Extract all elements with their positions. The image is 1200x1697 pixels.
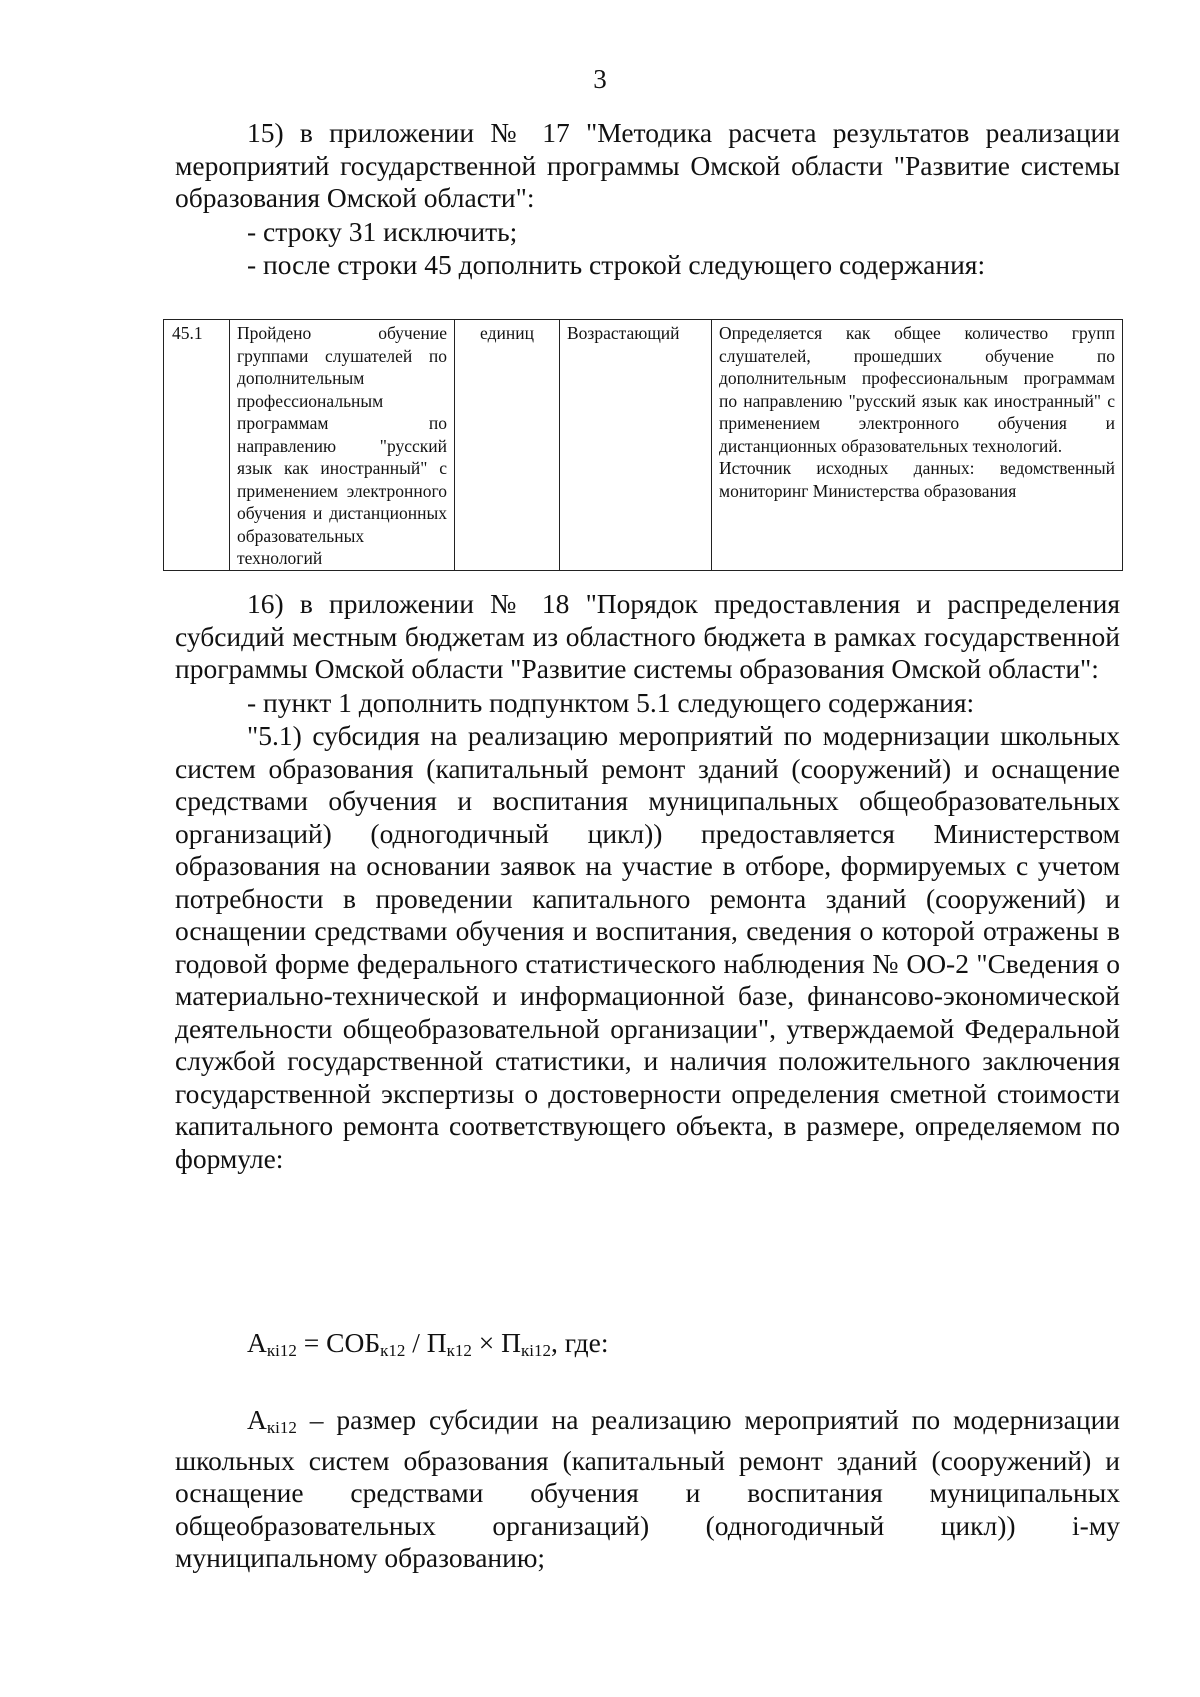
formula-times: × П [471,1327,522,1358]
formula-eq: = СОБ [296,1327,381,1358]
row-number-cell: 45.1 [164,320,230,571]
formula-a-sub: кi12 [266,1341,297,1360]
formula-pi-sub: кi12 [521,1341,552,1360]
row-source-text: Источник исходных данных: ведомственный мониторинг Министерства образования [719,458,1115,501]
item-16 [175,588,1120,1175]
formula-div: / П [405,1327,447,1358]
row-description-text: Определяется как общее количество групп слушателей, прошедших обучение по дополнительным профессиональным программам по направлению "русский язык как иностранный" с применением электронного обучения и дистанционных образовательных технологий. [719,323,1115,456]
inserted-row-table [163,319,1123,571]
page-number: 3 [593,64,607,94]
subsidy-formula [247,1327,609,1367]
item-15-bullet-1: - строку 31 исключить; [247,215,518,247]
item-15-intro: 15) в приложении № 17 "Методика расчета результатов реализации мероприятий государственной программы Омской области "Развитие системы образования Омской области": [175,117,1120,213]
definition-text: – размер субсидии на реализацию мероприятий по модернизации школьных систем образования (капитальный ремонт зданий (сооружений) и оснащение средствами обучения и воспитания муниципальных общеобразовательных организаций) (одногодичный цикл)) i-му муниципальному образованию; [175,1404,1120,1573]
formula-tail: , где: [551,1327,609,1358]
row-unit-cell: единиц [455,320,560,571]
definition-paragraph [175,1404,1120,1575]
item-15-bullet-2: - после строки 45 дополнить строкой следующего содержания: [247,249,986,280]
definition-symbol: А [247,1404,267,1435]
item-16-bullet-1: - пункт 1 дополнить подпунктом 5.1 следующего содержания: [247,686,975,718]
row-description-cell [712,320,1123,571]
formula-a: А [247,1327,267,1358]
item-16-intro: 16) в приложении № 18 "Порядок предоставления и распределения субсидий местным бюджетам из областного бюджета в рамках государственной программы Омской области "Развитие системы образования Омской области": [175,588,1120,684]
definition-block [175,1404,1120,1575]
table-row [164,320,1123,571]
row-trend-cell: Возрастающий [560,320,712,571]
item-15 [175,117,1120,282]
definition-symbol-sub: кi12 [266,1418,297,1437]
item-16-subpoint: "5.1) субсидия на реализацию мероприятий по модернизации школьных систем образования (капитальный ремонт зданий (сооружений) и оснащение средствами обучения и воспитания муниципальных общеобразовательных организаций) (одногодичный цикл)) предоставляется Министерством образования на основании заявок на участие в отборе, формируемых с учетом потребности в проведении капитального ремонта зданий (сооружений) и оснащении средствами обучения и воспитания, сведения о которой отражены в годовой форме федерального статистического наблюдения № ОО-2 "Сведения о материально-технической и информационной базе, финансово-экономической деятельности общеобразовательной организации", утверждаемой Федеральной службой государственной статистики, и наличия положительного заключения государственной экспертизы о достоверности определения сметной стоимости капитального ремонта соответствующего объекта, в размере, определяемом по формуле: [175,720,1120,1174]
row-name-cell: Пройдено обучение группами слушателей по дополнительным профессиональным программам по направлению "русский язык как иностранный" с применением электронного обучения и дистанционных образовательных технологий [230,320,455,571]
formula-sob-sub: к12 [380,1341,406,1360]
formula-p-sub: к12 [446,1341,472,1360]
